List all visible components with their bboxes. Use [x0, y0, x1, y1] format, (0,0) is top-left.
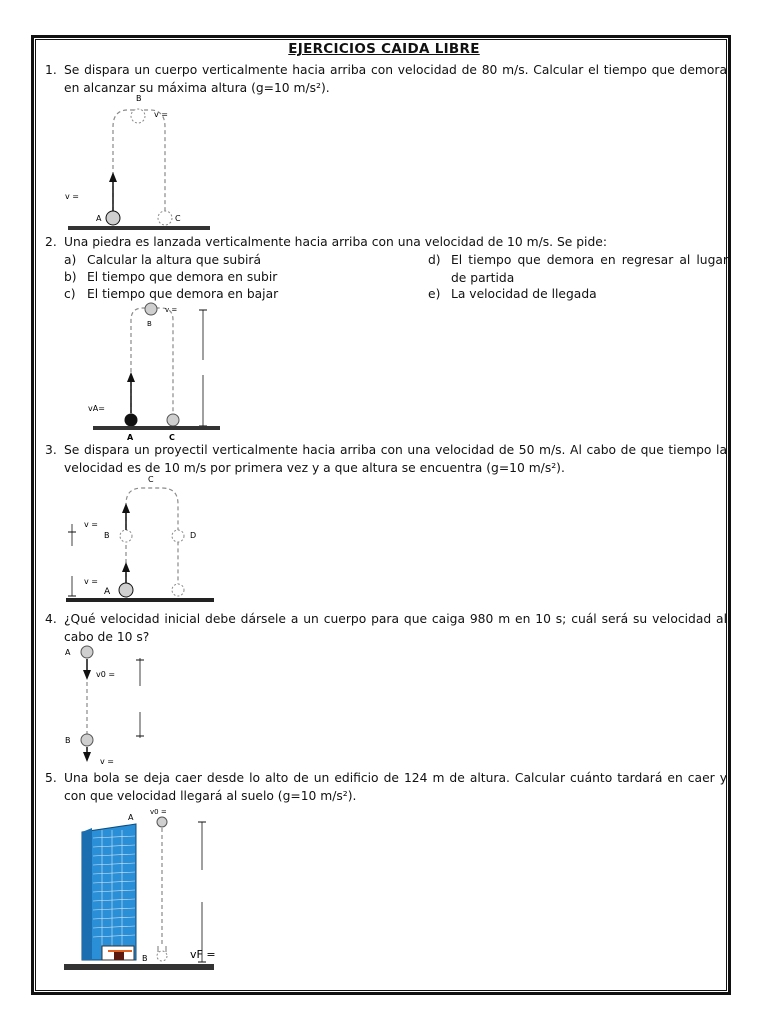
velocity-b-label: v =	[84, 520, 98, 529]
point-d-label: D	[190, 531, 197, 540]
problem-1-figure	[60, 92, 210, 234]
problem-3-figure	[60, 472, 220, 608]
option-d: d) El tiempo que demora en regresar al lugar de partida	[428, 253, 728, 285]
worksheet-title: EJERCICIOS CAIDA LIBRE	[288, 41, 480, 57]
problem-5-number: 5.	[45, 771, 57, 785]
point-a-label: A	[128, 813, 134, 822]
problem-2-text: Una piedra es lanzada verticalmente hacia arriba con una velocidad de 10 m/s. Se pide:	[64, 235, 607, 249]
point-b-label: B	[142, 954, 148, 963]
problem-1-text: Se dispara un cuerpo verticalmente hacia arriba con velocidad de 80 m/s. Calcular el tiempo que demora en alcanzar su máxima altura (g=10 m/s²).	[64, 63, 727, 95]
problem-4-number: 4.	[45, 612, 57, 626]
point-c-label: C	[175, 214, 181, 223]
problem-2-figure	[85, 300, 225, 442]
point-a-label: A	[127, 433, 134, 442]
velocity-final-label: vF =	[190, 948, 216, 961]
velocity-final-label: v =	[100, 757, 114, 766]
point-b-label: B	[104, 531, 110, 540]
point-a-label: A	[65, 648, 71, 657]
velocity-top-label: v =	[154, 110, 168, 119]
point-c-label: C	[148, 475, 154, 484]
velocity-top-label: v =	[165, 306, 178, 314]
point-b-label: B	[65, 736, 71, 745]
problem-4-figure	[62, 642, 162, 768]
point-b-label: B	[147, 320, 152, 328]
problem-3-text: Se dispara un proyectil verticalmente hacia arriba con una velocidad de 50 m/s. Al cabo de que tiempo la velocidad es de 10 m/s por primera vez y a que altura se encuentra (g=10 m/s²).	[64, 443, 727, 475]
problem-5-text: Una bola se deja caer desde lo alto de un edificio de 124 m de altura. Calcular cuánto tardará en caer y con que velocidad llegará al suelo (g=10 m/s²).	[64, 771, 727, 803]
point-c-label: C	[169, 433, 175, 442]
problem-5-figure	[62, 806, 222, 978]
velocity-initial-label: v0 =	[150, 808, 167, 816]
velocity-a-label: v =	[84, 577, 98, 586]
velocity-a-label: vA=	[88, 404, 105, 413]
problem-3-number: 3.	[45, 443, 57, 457]
point-a-label: A	[96, 214, 102, 223]
velocity-initial-label: v0 =	[96, 670, 116, 679]
option-b: b) El tiempo que demora en subir	[64, 270, 278, 284]
option-a: a) Calcular la altura que subirá	[64, 253, 262, 267]
point-a-label: A	[104, 587, 111, 597]
problem-2-number: 2.	[45, 235, 57, 249]
problem-4-text: ¿Qué velocidad inicial debe dársele a un cuerpo para que caiga 980 m en 10 s; cuál será su velocidad al cabo de 10 s?	[64, 612, 727, 644]
problem-1-number: 1.	[45, 63, 57, 77]
option-e: e) La velocidad de llegada	[428, 287, 597, 301]
velocity-side-label: v =	[65, 192, 79, 201]
point-b-label: B	[136, 94, 142, 103]
option-c: c) El tiempo que demora en bajar	[64, 287, 279, 301]
